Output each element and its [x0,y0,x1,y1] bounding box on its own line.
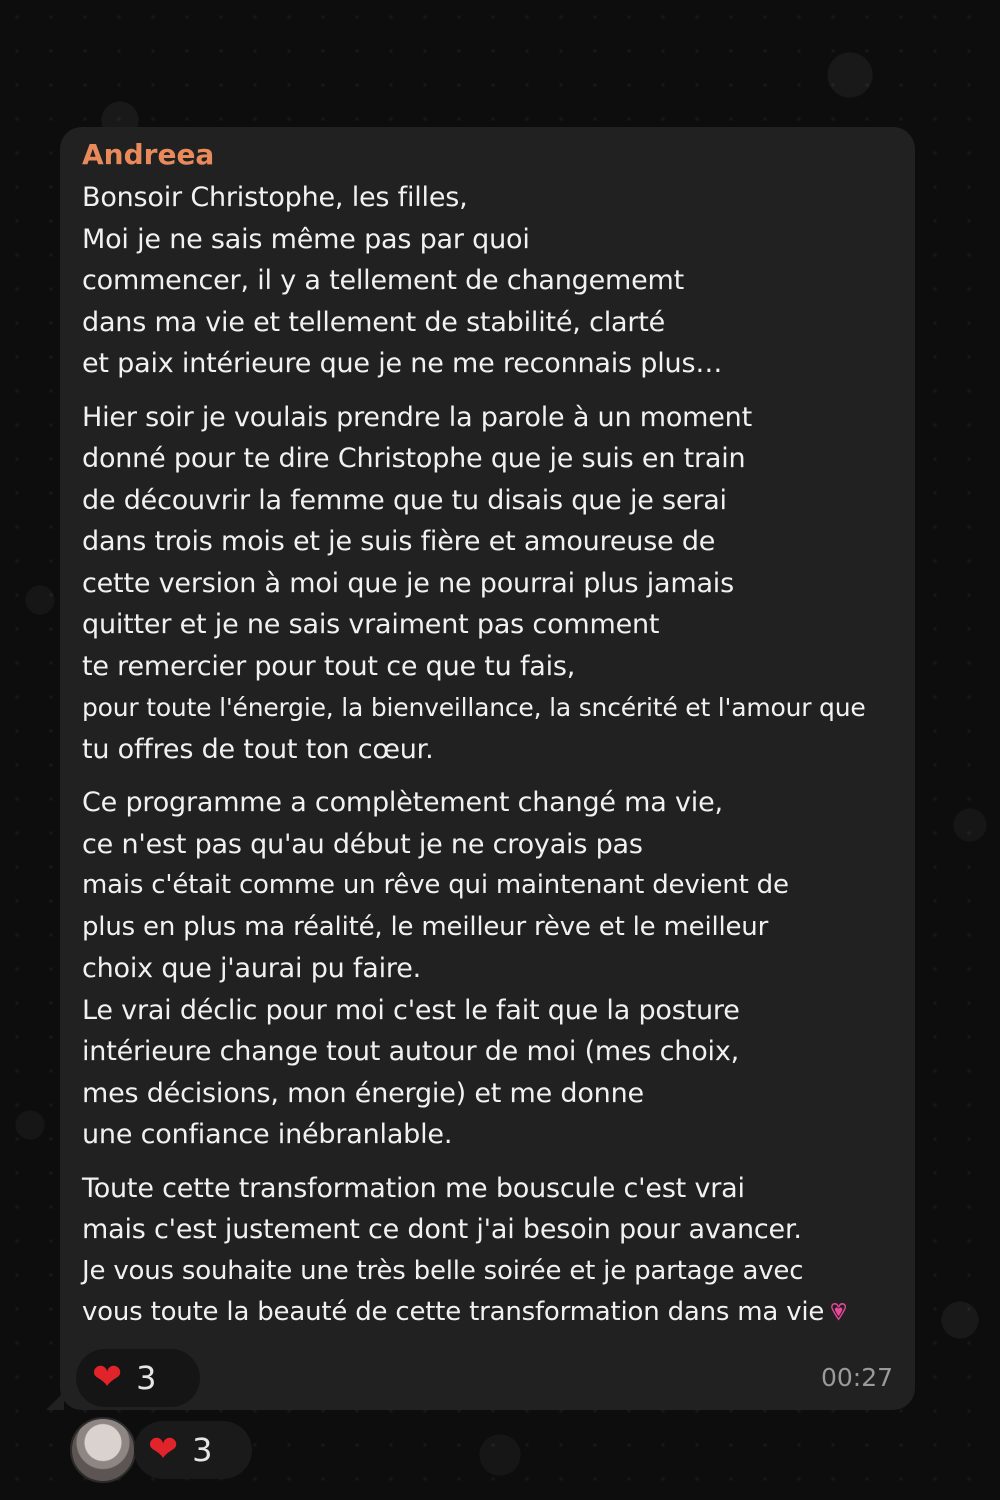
message-line: de découvrir la femme que tu disais que je serai [82,484,727,516]
message-line: choix que j'aurai pu faire. [82,953,421,984]
message-line: ce n'est pas qu'au début je ne croyais pas [82,828,643,860]
message-bubble[interactable] [60,127,915,1410]
pink-heart-icon: 💗︎ [830,1298,847,1326]
reaction-summary[interactable] [70,1418,252,1482]
sender-name[interactable]: Andreea [82,138,215,171]
message-paragraph-4 [82,1168,893,1334]
message-line: tu offres de tout ton cœur. [82,733,434,765]
message-paragraph-3 [82,782,893,1156]
message-line: et paix intérieure que je ne me reconnais plus… [82,348,723,379]
message-line: dans ma vie et tellement de stabilité, clarté [82,306,666,338]
message-timestamp: 00:27 [820,1363,893,1392]
message-line: plus en plus ma réalité, le meilleur rève et le meilleur [82,911,769,942]
message-line: donné pour te dire Christophe que je suis en train [82,443,746,474]
reaction-button[interactable] [76,1349,200,1407]
message-line-last [82,1292,893,1334]
message-line: une confiance inébranlable. [82,1119,453,1150]
reaction-summary-count: 3 [192,1431,213,1469]
message-line: Ce programme a complètement changé ma vie, [82,787,723,818]
message-line: dans trois mois et je suis fière et amoureuse de [82,526,716,557]
message-line: pour toute l'énergie, la bienveillance, la sncérité et l'amour que [82,693,866,722]
user-avatar[interactable] [70,1417,136,1483]
message-line: Je vous souhaite une très belle soirée et je partage avec [82,1255,804,1286]
message-line: Hier soir je voulais prendre la parole à un moment [82,401,752,433]
message-paragraph-1 [82,177,893,385]
message-line: Le vrai déclic pour moi c'est le fait que la posture [82,994,740,1026]
message-line: Moi je ne sais même pas par quoi [82,223,530,255]
message-line: Toute cette transformation me bouscule c'est vrai [82,1172,745,1204]
message-line: quitter et je ne sais vraiment pas comment [82,609,660,640]
message-line: Bonsoir Christophe, les filles, [82,182,468,213]
message-line: intérieure change tout autour de moi (mes choix, [82,1036,740,1067]
message-line: te remercier pour tout ce que tu fais, [82,650,576,682]
message-line-text: vous toute la beauté de cette transformation dans ma vie [82,1297,825,1327]
heart-icon: ❤︎ [148,1429,179,1470]
message-line: mais c'était comme un rêve qui maintenant devient de [82,870,789,900]
bubble-tail [46,1392,64,1410]
message-paragraph-2 [82,397,893,771]
message-line: cette version à moi que je ne pourrai plus jamais [82,567,734,599]
message-line: mais c'est justement ce dont j'ai besoin pour avancer. [82,1214,802,1245]
message-footer [76,1349,893,1409]
message-line: mes décisions, mon énergie) et me donne [82,1077,644,1109]
message-text [82,177,893,1334]
heart-icon: ❤︎ [92,1357,123,1398]
reaction-summary-pill[interactable] [134,1421,252,1479]
reaction-count: 3 [136,1359,157,1397]
message-line: commencer, il y a tellement de changememt [82,265,684,296]
